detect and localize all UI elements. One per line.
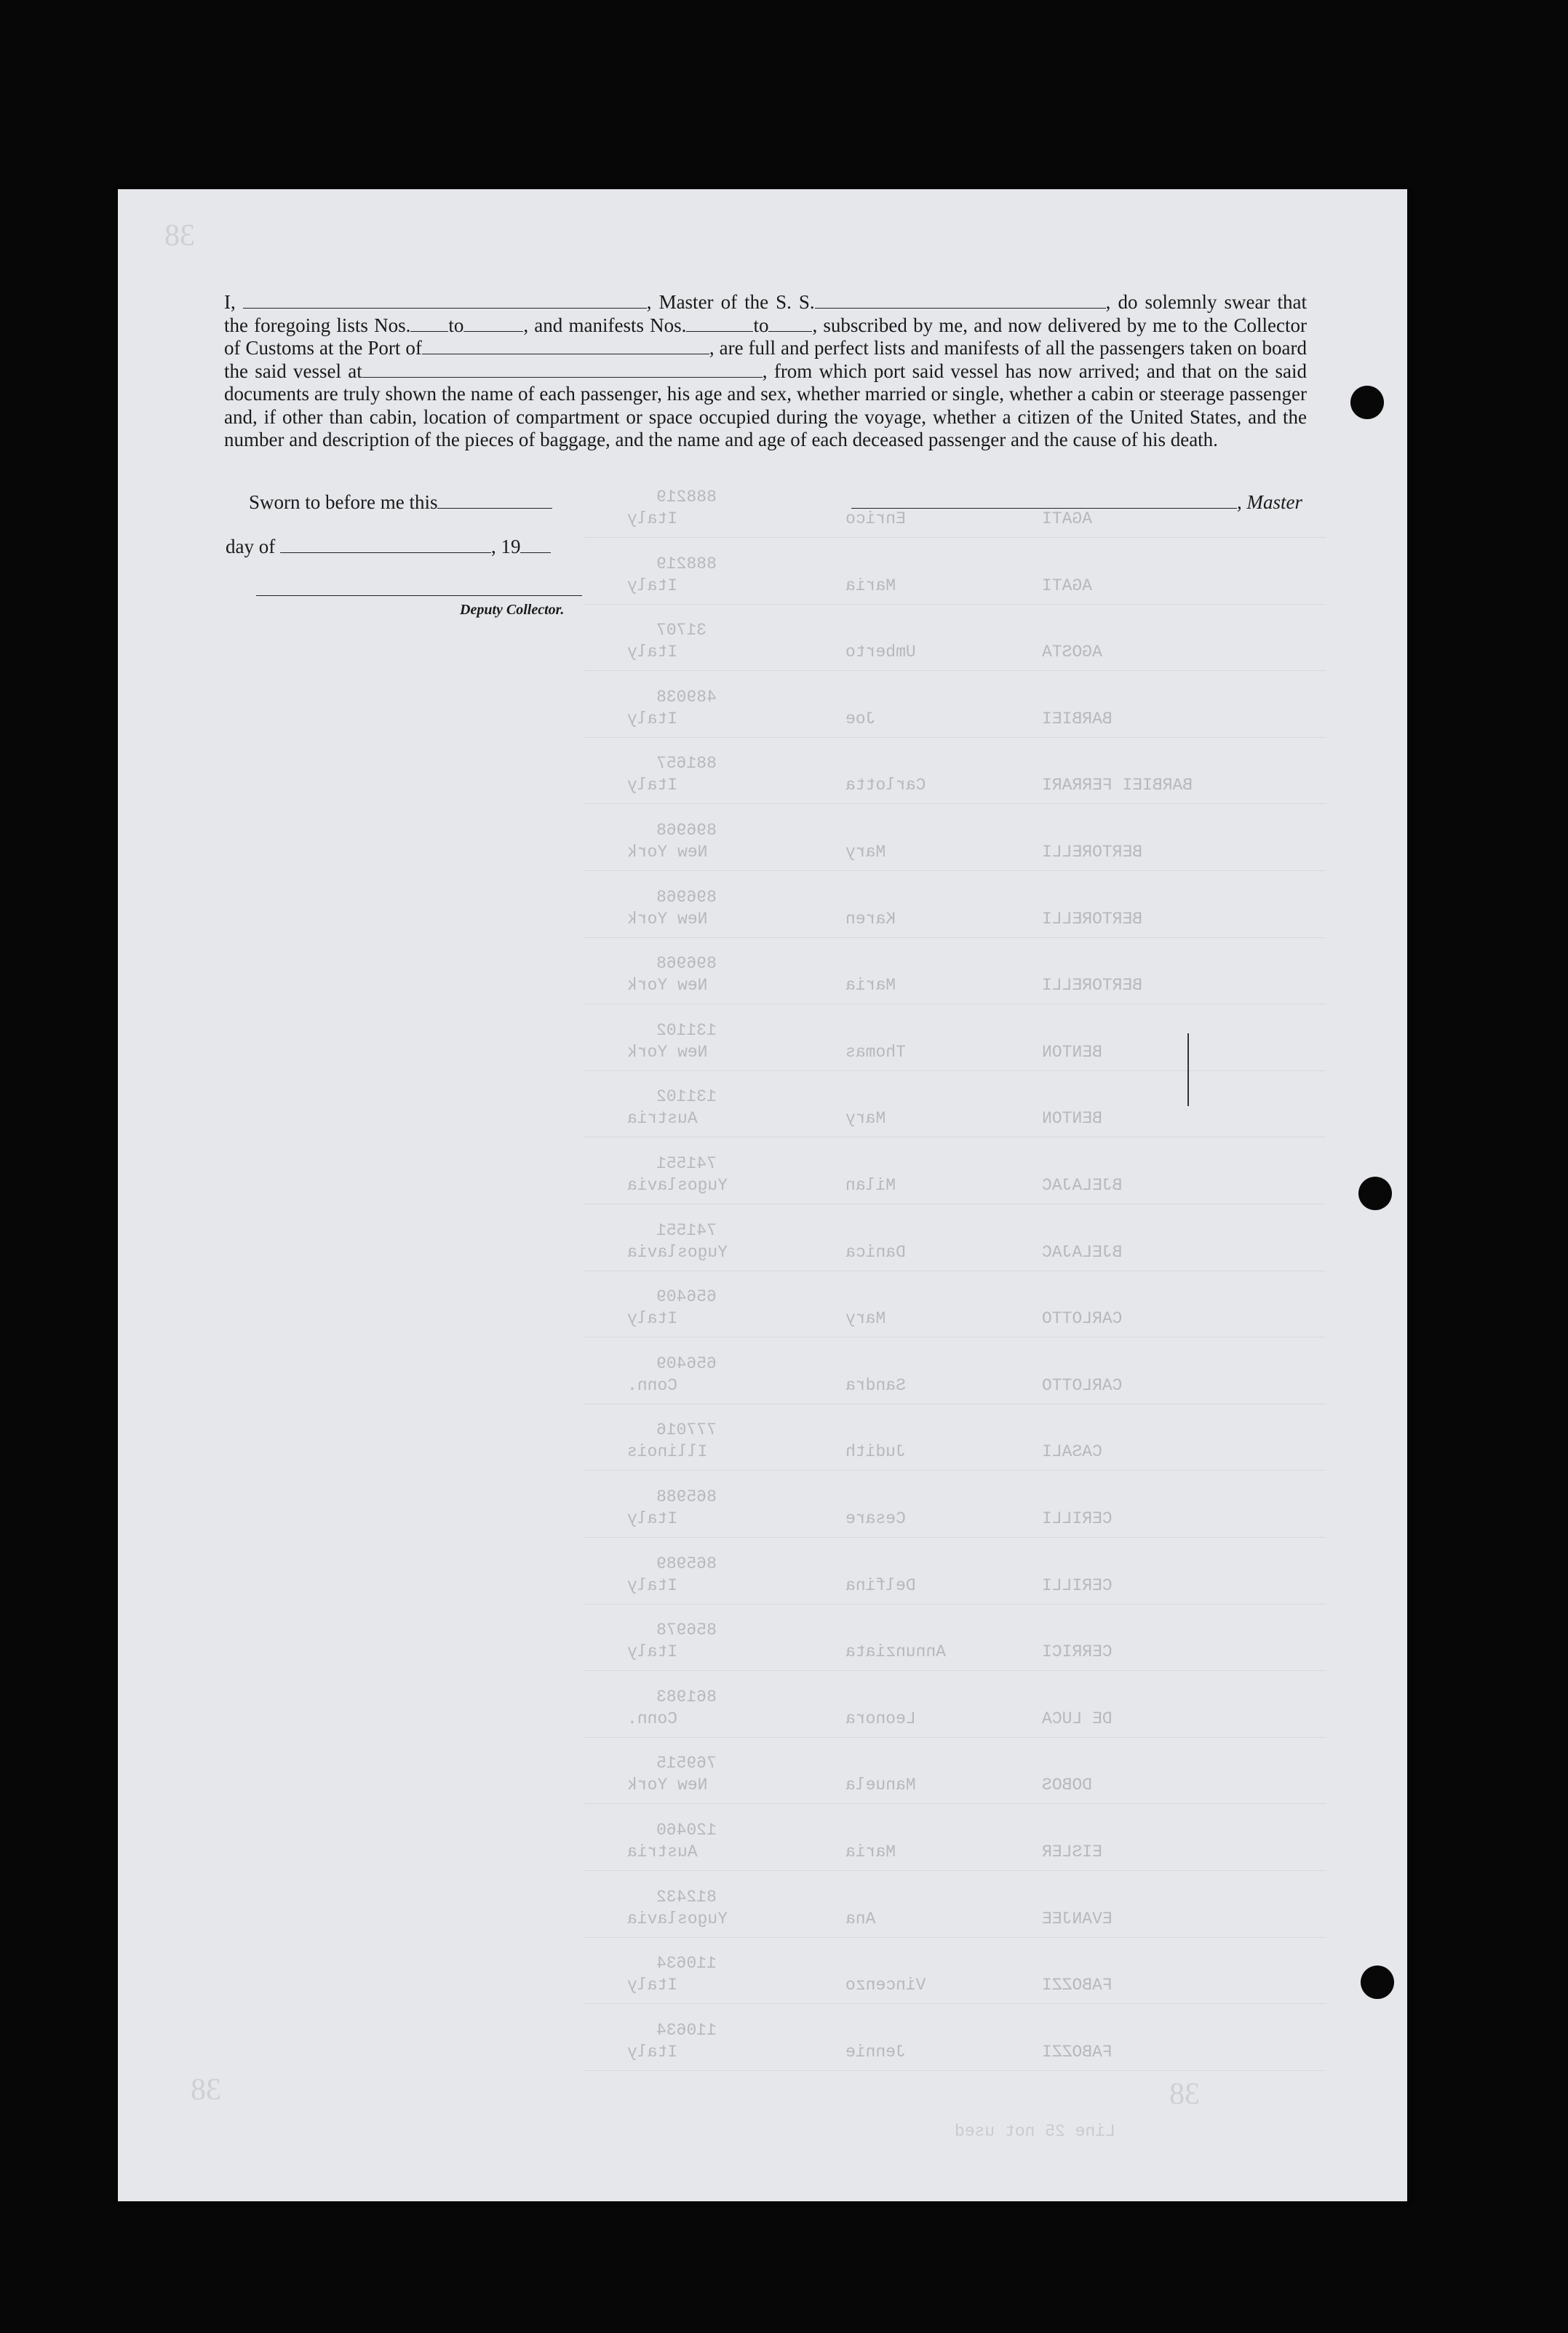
- bleed-place: Italy: [627, 1642, 678, 1662]
- bleed-row-line: [584, 803, 1326, 804]
- bleed-place: Yugoslavia: [627, 1242, 728, 1262]
- bleed-given-name: Jennie: [845, 2042, 906, 2062]
- blank-month: [280, 539, 491, 553]
- day-of-label: day of: [226, 536, 276, 557]
- oath-text-6: to: [753, 314, 769, 336]
- bleed-number: 110634: [656, 1954, 717, 1974]
- bleed-place: Italy: [627, 576, 678, 595]
- bleed-place: Conn.: [627, 1375, 678, 1395]
- bleed-place: Italy: [627, 2042, 678, 2062]
- bleed-surname: BERTORELLI: [1042, 843, 1143, 862]
- blank-port: [422, 339, 709, 354]
- blank-master-name: [243, 293, 647, 309]
- bleed-number: 741551: [656, 1220, 717, 1240]
- bleed-place: New York: [627, 909, 708, 929]
- bleed-given-name: Ana: [845, 1909, 876, 1928]
- bleed-place: Conn.: [627, 1709, 678, 1728]
- bleed-surname: FABOZZI: [1042, 1976, 1113, 1995]
- bleed-given-name: Mary: [845, 843, 886, 862]
- bleed-given-name: Umberto: [845, 643, 916, 662]
- bleed-row-line: [584, 1803, 1326, 1804]
- bleed-given-name: Carlotta: [845, 776, 926, 795]
- day-line: [226, 536, 551, 558]
- oath-text-4: to: [448, 314, 464, 336]
- bleed-place: New York: [627, 1042, 708, 1062]
- margin-tick: [1187, 1033, 1189, 1106]
- bleed-given-name: Mary: [845, 1309, 886, 1329]
- bleed-row-line: [584, 1537, 1326, 1538]
- bleed-surname: BARBIEI: [1042, 709, 1113, 728]
- bleed-number: 881657: [656, 754, 717, 774]
- binder-hole-middle: [1358, 1177, 1392, 1210]
- bleed-given-name: Cesare: [845, 1509, 906, 1528]
- bleed-surname: CERRICI: [1042, 1642, 1113, 1662]
- bleed-row-line: [584, 604, 1326, 605]
- bleed-row-line: [584, 937, 1326, 938]
- bleed-place: Italy: [627, 1509, 678, 1528]
- bleed-row-line: [584, 537, 1326, 538]
- bleed-number: 656409: [656, 1354, 717, 1373]
- bleed-number: 656409: [656, 1287, 717, 1307]
- blank-sworn-day: [437, 495, 552, 509]
- bleed-given-name: Leonora: [845, 1709, 916, 1728]
- bleed-number: 769515: [656, 1754, 717, 1773]
- bleed-surname: EVANJEE: [1042, 1909, 1113, 1928]
- bleed-given-name: Vincenzo: [845, 1976, 926, 1995]
- bleed-row-line: [584, 1670, 1326, 1671]
- oath-text-3: , do solemnly swear that the foregoing lists Nos.: [224, 291, 1307, 336]
- bleed-given-name: Annunziata: [845, 1642, 947, 1662]
- bleed-surname: FABOZZI: [1042, 2042, 1113, 2062]
- bleed-surname: AGATI: [1042, 509, 1093, 528]
- bleed-given-name: Thomas: [845, 1042, 906, 1062]
- bleed-given-name: Karen: [845, 909, 896, 929]
- deputy-signature-line: [256, 595, 582, 596]
- bleed-surname: CARLOTTO: [1042, 1309, 1123, 1329]
- bleed-given-name: Manuela: [845, 1776, 916, 1795]
- bleed-number: 896968: [656, 887, 717, 907]
- bleed-place: Yugoslavia: [627, 1909, 728, 1928]
- bleed-given-name: Joe: [845, 709, 876, 728]
- bleed-surname: AGATI: [1042, 576, 1093, 595]
- bleed-given-name: Enrico: [845, 509, 906, 528]
- bleed-place: Austria: [627, 1109, 698, 1129]
- bleed-row-line: [584, 1003, 1326, 1004]
- bleed-surname: AGOSTA: [1042, 643, 1102, 662]
- bleed-place: Italy: [627, 1309, 678, 1329]
- bleed-surname: CERILLI: [1042, 1575, 1113, 1595]
- binder-hole-bottom: [1361, 1966, 1394, 1999]
- bleed-surname: EISLER: [1042, 1843, 1102, 1861]
- bleed-surname: BERTORELLI: [1042, 976, 1143, 995]
- bleed-row-line: [584, 1870, 1326, 1871]
- oath-text-8: , are full and perfect lists and manifests of all the passengers taken on board the said vessel at: [224, 337, 1307, 382]
- bleed-place: Austria: [627, 1843, 698, 1861]
- bleed-surname: CARLOTTO: [1042, 1375, 1123, 1395]
- bleed-given-name: Maria: [845, 576, 896, 595]
- bleed-number: 812432: [656, 1887, 717, 1907]
- bleed-row-line: [584, 670, 1326, 671]
- bleed-row-line: [584, 1337, 1326, 1338]
- bleed-given-name: Mary: [845, 1109, 886, 1129]
- bleed-number: 110634: [656, 2020, 717, 2040]
- bleed-number: 861983: [656, 1687, 717, 1706]
- blank-manifest-to: [768, 317, 812, 332]
- oath-text-7: , subscribed by me, and now delivered by me to the Collector of Customs at the Port of: [224, 314, 1308, 359]
- bleed-surname: BJELAJAC: [1042, 1176, 1123, 1195]
- bleed-number: 865988: [656, 1487, 717, 1506]
- binder-hole-top: [1350, 386, 1384, 419]
- bleed-row-line: [584, 1070, 1326, 1071]
- year-label: , 19: [490, 536, 521, 557]
- master-label: , Master: [1237, 491, 1302, 513]
- blank-master-signature: [851, 495, 1237, 509]
- bleed-place: Italy: [627, 643, 678, 662]
- bleed-number: 865989: [656, 1554, 717, 1573]
- bleed-footer-text: Line 25 not used: [955, 2122, 1115, 2141]
- bleed-given-name: Delfina: [845, 1575, 916, 1595]
- bleed-row-line: [584, 2003, 1326, 2004]
- bleed-place: Italy: [627, 509, 678, 528]
- bleed-place: New York: [627, 1776, 708, 1795]
- bleed-place: Italy: [627, 1575, 678, 1595]
- bleed-given-name: Maria: [845, 976, 896, 995]
- bleed-row-line: [584, 1604, 1326, 1605]
- bleed-number: 888219: [656, 554, 717, 573]
- bleed-place: Yugoslavia: [627, 1176, 728, 1195]
- bleed-page-number-bottom: 38: [191, 2073, 221, 2107]
- bleed-row-line: [584, 870, 1326, 871]
- bleed-surname: BJELAJAC: [1042, 1242, 1123, 1262]
- bleed-surname: CASALI: [1042, 1442, 1102, 1462]
- bleed-row-line: [584, 2070, 1326, 2071]
- bleed-number: 31707: [656, 621, 707, 640]
- bleed-place: New York: [627, 843, 708, 862]
- bleed-page-number-footer: 38: [1169, 2078, 1200, 2111]
- oath-text-5: , and manifests Nos.: [523, 314, 687, 336]
- sworn-label: Sworn to before me this: [249, 491, 438, 513]
- bleed-surname: DOBOS: [1042, 1776, 1093, 1795]
- blank-list-to: [463, 317, 523, 332]
- bleed-surname: BENTON: [1042, 1109, 1102, 1129]
- bleed-page-number-top: 38: [164, 219, 195, 253]
- oath-text-9: , from which port said vessel has now arrived; and that on the said documents are truly shown the name of each passenger, his age and sex, whether married or single, whether a cabin or steerage passenger and, if other than cabin, location of compartment or space occupied during the voyage, whether a citizen of the United States, and the number and description of the pieces of baggage, and the name and age of each deceased passenger and the cause of his death.: [224, 359, 1307, 450]
- bleed-row-line: [584, 1937, 1326, 1938]
- deputy-collector-label: Deputy Collector.: [460, 602, 565, 618]
- bleed-given-name: Sandra: [845, 1375, 906, 1395]
- blank-ship-name: [815, 293, 1106, 309]
- bleed-row-line: [584, 1737, 1326, 1738]
- blank-list-from: [410, 317, 448, 332]
- bleed-surname: CERILLI: [1042, 1509, 1113, 1528]
- bleed-number: 741551: [656, 1154, 717, 1173]
- bleed-number: 131102: [656, 1020, 717, 1040]
- bleed-place: Italy: [627, 1976, 678, 1995]
- bleed-number: 856978: [656, 1621, 717, 1640]
- bleed-row-line: [584, 1470, 1326, 1471]
- bleed-place: Italy: [627, 709, 678, 728]
- bleed-surname: BERTORELLI: [1042, 909, 1143, 929]
- sworn-line: [249, 491, 552, 514]
- bleed-number: 888219: [656, 488, 717, 506]
- document-page: [118, 189, 1407, 2201]
- bleed-number: 896968: [656, 821, 717, 840]
- bleed-place: New York: [627, 976, 708, 995]
- oath-text-2: , Master of the S. S.: [646, 291, 815, 313]
- blank-embark-port: [362, 362, 763, 378]
- blank-manifest-from: [686, 317, 753, 332]
- bleed-surname: DE LUCA: [1042, 1709, 1113, 1728]
- bleed-number: 489038: [656, 687, 717, 707]
- bleed-number: 896968: [656, 954, 717, 974]
- bleed-number: 131102: [656, 1087, 717, 1107]
- blank-year: [520, 539, 551, 553]
- bleed-given-name: Judith: [845, 1442, 906, 1462]
- bleed-place: Illinois: [627, 1442, 708, 1462]
- bleed-surname: BARBIEI FERRARI: [1042, 776, 1193, 795]
- bleed-place: Italy: [627, 776, 678, 795]
- bleed-given-name: Maria: [845, 1843, 896, 1861]
- bleed-given-name: Milan: [845, 1176, 896, 1195]
- bleed-row-line: [584, 737, 1326, 738]
- bleed-surname: BENTON: [1042, 1042, 1102, 1062]
- bleed-number: 120460: [656, 1821, 717, 1840]
- bleed-given-name: Danica: [845, 1242, 906, 1262]
- oath-text-1: I,: [224, 291, 236, 313]
- oath-paragraph: [224, 291, 1307, 452]
- bleed-number: 777016: [656, 1420, 717, 1440]
